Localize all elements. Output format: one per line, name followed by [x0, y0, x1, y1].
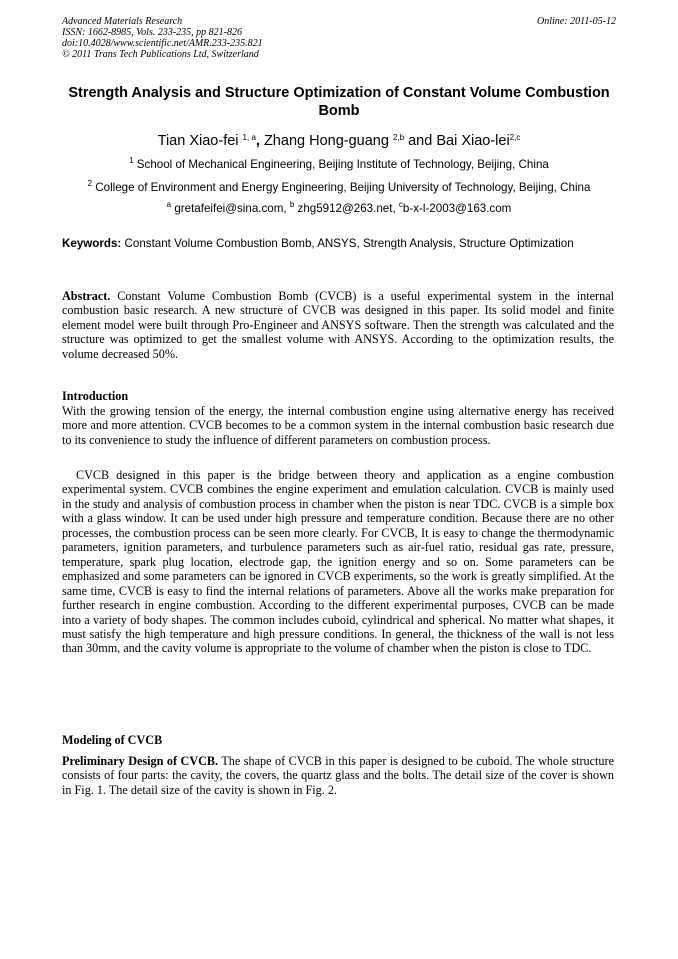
abstract-text: Constant Volume Combustion Bomb (CVCB) is a useful experimental system in the internal combustion basic research. A new structure of CVCB was designed in this paper. Its solid model and finite element model were built through Pro-Engineer and ANSYS software. Then the strength was calculated and the structure was optimized to get the smallest volume with ANSYS. According to the optimization results, the volume decreased 50%.: [62, 289, 614, 361]
author-separator: and: [404, 133, 437, 149]
copyright-line: © 2011 Trans Tech Publications Ltd, Switzerland: [62, 49, 259, 60]
modeling-paragraph: [62, 754, 614, 797]
affiliation-1: [62, 158, 616, 172]
author-separator: ,: [255, 133, 264, 149]
affiliation-mark: 2: [87, 179, 93, 188]
issn-line: ISSN: 1662-8985, Vols. 233-235, pp 821-826: [62, 27, 242, 38]
keywords-label: Keywords:: [62, 237, 122, 250]
journal-header: [62, 16, 616, 60]
abstract-label: Abstract.: [62, 289, 111, 303]
affiliation-text: School of Mechanical Engineering, Beijing Institute of Technology, Beijing, China: [133, 158, 549, 171]
author-line: [62, 132, 616, 150]
keywords: [62, 237, 614, 251]
introduction-heading: Introduction: [62, 389, 129, 403]
affiliation-2: [55, 181, 623, 195]
author-superscript: 2,c: [509, 133, 521, 142]
paper-title: Strength Analysis and Structure Optimization of Constant Volume Combustion Bomb: [68, 85, 610, 119]
author-superscript: 2,b: [392, 133, 405, 142]
modeling-text: The shape of CVCB in this paper is designed to be cuboid. The whole structure consists of four parts: the cavity, the covers, the quartz glass and the bolts. The detail size of the cover is shown in Fig. 1. The detail size of the cavity is shown in Fig. 2.: [62, 754, 614, 797]
email-text: zhg5912@263.net,: [294, 202, 399, 215]
email-mark: a: [166, 200, 172, 209]
affiliation-text: College of Environment and Energy Engineering, Beijing University of Technology, Beijing, China: [92, 181, 591, 194]
affiliation-mark: 1: [129, 156, 134, 165]
author-superscript: 1, a: [242, 133, 256, 142]
email-text: b-x-l-2003@163.com: [402, 202, 512, 215]
journal-name: Advanced Materials Research: [62, 16, 183, 27]
doi-line: doi:10.4028/www.scientific.net/AMR.233-235.821: [62, 38, 263, 49]
abstract: [62, 289, 614, 361]
email-line: [62, 202, 616, 216]
email-mark: c: [398, 200, 403, 209]
author-name: Zhang Hong-guang: [263, 133, 389, 149]
introduction-paragraph-1: With the growing tension of the energy, the internal combustion engine using alternative energy has received more and more attention. CVCB becomes to be a common system in the internal combustion basic research due to its convenience to study the influence of different parameters on combustion process.: [62, 404, 614, 447]
email-text: gretafeifei@sina.com,: [171, 202, 290, 215]
author-name: Tian Xiao-fei: [157, 133, 239, 149]
email-mark: b: [289, 200, 295, 209]
keywords-text: Constant Volume Combustion Bomb, ANSYS, Strength Analysis, Structure Optimization: [121, 237, 574, 250]
online-date: Online: 2011-05-12: [537, 16, 616, 27]
author-name: Bai Xiao-lei: [436, 133, 510, 149]
modeling-heading: Modeling of CVCB: [62, 733, 163, 747]
modeling-subheading: Preliminary Design of CVCB.: [62, 754, 219, 768]
introduction-paragraph-2: CVCB designed in this paper is the bridge between theory and application as a engine combustion experimental system. CVCB combines the engine experiment and emulation calculation. CVCB is mainly used in the study and analysis of combustion process in chamber when the piston is near TDC. CVCB is a simple box with a glass window. It can be used under high pressure and temperature condition. Because there are no other processes, the combustion process can be seen more clearly. For CVCB, It is easy to change the thermodynamic parameters, ignition parameters, and turbulence parameters such as air-fuel ratio, residual gas rate, pressure, temperature, spark plug location, electrode gap, the ignition energy and so on. Some parameters can be emphasized and some parameters can be ignored in CVCB experiments, so the work is greatly simplified. At the same time, CVCB is easy to find the internal relations of parameters. Above all the works make preparation for further research in engine combustion. According to the different experimental purposes, CVCB can be made into a variety of body shapes. The common includes cuboid, cylindrical and spherical. No matter what shapes, it must satisfy the high temperature and high pressure conditions. In general, the thickness of the wall is not less than 30mm, and the cavity volume is appropriate to the volume of chamber when the piston is close to TDC.: [62, 468, 614, 656]
